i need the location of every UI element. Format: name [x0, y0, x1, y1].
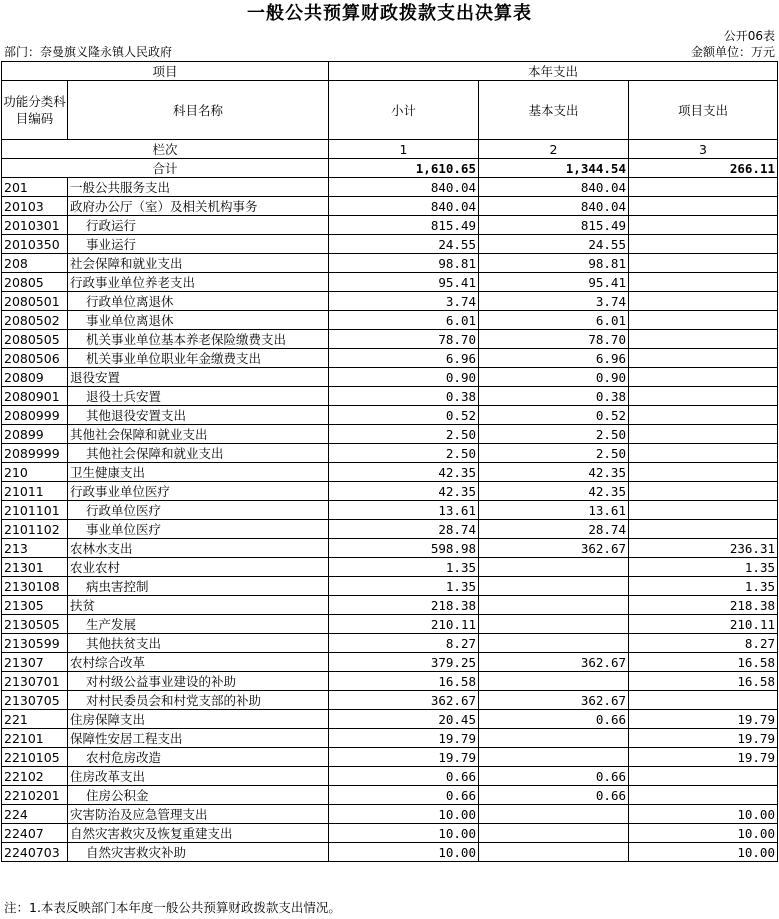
- project-cell: [629, 425, 778, 444]
- subtotal-cell: 10.00: [329, 805, 479, 824]
- code-cell: 2080501: [2, 292, 68, 311]
- project-cell: 1.35: [629, 577, 778, 596]
- name-cell: 事业运行: [68, 235, 329, 254]
- table-row: [2, 539, 778, 558]
- code-cell: 2010350: [2, 235, 68, 254]
- subtotal-cell: 0.38: [329, 387, 479, 406]
- basic-cell: [479, 634, 629, 653]
- code-cell: 21305: [2, 596, 68, 615]
- header-current-year: 本年支出: [329, 62, 778, 81]
- col-number-2: 2: [479, 140, 629, 159]
- name-cell: 灾害防治及应急管理支出: [68, 805, 329, 824]
- project-cell: [629, 349, 778, 368]
- subtotal-cell: 19.79: [329, 748, 479, 767]
- code-cell: 2010301: [2, 216, 68, 235]
- name-cell: 机关事业单位基本养老保险缴费支出: [68, 330, 329, 349]
- subtotal-cell: 218.38: [329, 596, 479, 615]
- table-row: [2, 349, 778, 368]
- code-cell: 201: [2, 178, 68, 197]
- code-cell: 2130599: [2, 634, 68, 653]
- subtotal-cell: 362.67: [329, 691, 479, 710]
- project-cell: 16.58: [629, 672, 778, 691]
- name-cell: 政府办公厅（室）及相关机构事务: [68, 197, 329, 216]
- basic-cell: [479, 558, 629, 577]
- project-cell: [629, 273, 778, 292]
- unit-label: 金额单位：万元: [690, 45, 775, 59]
- name-cell: 其他扶贫支出: [68, 634, 329, 653]
- name-cell: 自然灾害救灾补助: [68, 843, 329, 862]
- table-code: 公开06表: [723, 29, 775, 43]
- table-row: [2, 558, 778, 577]
- basic-cell: [479, 748, 629, 767]
- project-cell: [629, 482, 778, 501]
- footnote: 注：1.本表反映部门本年度一般公共预算财政拨款支出情况。: [4, 900, 341, 915]
- name-cell: 保障性安居工程支出: [68, 729, 329, 748]
- total-label: 合计: [2, 159, 329, 178]
- name-cell: 其他社会保障和就业支出: [68, 425, 329, 444]
- basic-cell: 2.50: [479, 444, 629, 463]
- code-cell: 2210201: [2, 786, 68, 805]
- table-row: [2, 368, 778, 387]
- basic-cell: [479, 615, 629, 634]
- name-cell: 行政运行: [68, 216, 329, 235]
- code-cell: 221: [2, 710, 68, 729]
- basic-cell: [479, 729, 629, 748]
- header-subject-name: 科目名称: [68, 81, 329, 140]
- name-cell: 社会保障和就业支出: [68, 254, 329, 273]
- table-row: [2, 843, 778, 862]
- project-cell: 1.35: [629, 558, 778, 577]
- project-cell: [629, 767, 778, 786]
- expenditure-table: [1, 61, 778, 862]
- table-row: [2, 577, 778, 596]
- name-cell: 退役士兵安置: [68, 387, 329, 406]
- basic-cell: 24.55: [479, 235, 629, 254]
- table-row: [2, 197, 778, 216]
- code-cell: 20899: [2, 425, 68, 444]
- name-cell: 行政事业单位医疗: [68, 482, 329, 501]
- name-cell: 行政事业单位养老支出: [68, 273, 329, 292]
- code-cell: 208: [2, 254, 68, 273]
- project-cell: 19.79: [629, 710, 778, 729]
- project-cell: 19.79: [629, 729, 778, 748]
- project-cell: 19.79: [629, 748, 778, 767]
- project-cell: 236.31: [629, 539, 778, 558]
- basic-cell: 0.66: [479, 767, 629, 786]
- subtotal-cell: 42.35: [329, 463, 479, 482]
- table-row: [2, 748, 778, 767]
- basic-cell: 362.67: [479, 653, 629, 672]
- project-cell: [629, 178, 778, 197]
- project-cell: [629, 368, 778, 387]
- code-cell: 2130108: [2, 577, 68, 596]
- code-cell: 2130701: [2, 672, 68, 691]
- table-row: [2, 729, 778, 748]
- table-row: [2, 292, 778, 311]
- project-cell: 10.00: [629, 843, 778, 862]
- basic-cell: 0.38: [479, 387, 629, 406]
- name-cell: 住房保障支出: [68, 710, 329, 729]
- code-cell: 20805: [2, 273, 68, 292]
- code-cell: 2210105: [2, 748, 68, 767]
- basic-cell: 2.50: [479, 425, 629, 444]
- project-cell: [629, 444, 778, 463]
- page-title: 一般公共预算财政拨款支出决算表: [247, 3, 532, 24]
- basic-cell: 3.74: [479, 292, 629, 311]
- name-cell: 卫生健康支出: [68, 463, 329, 482]
- project-cell: [629, 254, 778, 273]
- subtotal-cell: 16.58: [329, 672, 479, 691]
- basic-cell: 42.35: [479, 463, 629, 482]
- code-cell: 21301: [2, 558, 68, 577]
- subtotal-cell: 42.35: [329, 482, 479, 501]
- subtotal-cell: 0.66: [329, 786, 479, 805]
- table-row: [2, 482, 778, 501]
- name-cell: 生产发展: [68, 615, 329, 634]
- project-cell: 218.38: [629, 596, 778, 615]
- code-cell: 20809: [2, 368, 68, 387]
- code-cell: 213: [2, 539, 68, 558]
- table-row: [2, 425, 778, 444]
- code-cell: 22102: [2, 767, 68, 786]
- table-row: [2, 824, 778, 843]
- project-cell: [629, 406, 778, 425]
- header-project: 项目支出: [629, 81, 778, 140]
- project-cell: [629, 292, 778, 311]
- project-cell: 10.00: [629, 805, 778, 824]
- table-row: [2, 387, 778, 406]
- name-cell: 其他退役安置支出: [68, 406, 329, 425]
- project-cell: 8.27: [629, 634, 778, 653]
- subtotal-cell: 2.50: [329, 444, 479, 463]
- name-cell: 农村综合改革: [68, 653, 329, 672]
- subtotal-cell: 840.04: [329, 197, 479, 216]
- header-row-2: [2, 81, 778, 140]
- name-cell: 农林水支出: [68, 539, 329, 558]
- project-cell: 210.11: [629, 615, 778, 634]
- table-row: [2, 615, 778, 634]
- name-cell: 自然灾害救灾及恢复重建支出: [68, 824, 329, 843]
- project-cell: [629, 330, 778, 349]
- subtotal-cell: 2.50: [329, 425, 479, 444]
- project-cell: [629, 311, 778, 330]
- subtotal-cell: 0.52: [329, 406, 479, 425]
- basic-cell: [479, 672, 629, 691]
- subtotal-cell: 3.74: [329, 292, 479, 311]
- subtotal-cell: 815.49: [329, 216, 479, 235]
- subtotal-cell: 1.35: [329, 558, 479, 577]
- subtotal-cell: 28.74: [329, 520, 479, 539]
- total-row: [2, 159, 778, 178]
- header-basic: 基本支出: [479, 81, 629, 140]
- basic-cell: 98.81: [479, 254, 629, 273]
- subtotal-cell: 98.81: [329, 254, 479, 273]
- col-number-3: 3: [629, 140, 778, 159]
- table-row: [2, 235, 778, 254]
- table-row: [2, 406, 778, 425]
- code-cell: 22407: [2, 824, 68, 843]
- name-cell: 病虫害控制: [68, 577, 329, 596]
- basic-cell: 28.74: [479, 520, 629, 539]
- basic-cell: 6.01: [479, 311, 629, 330]
- name-cell: 对村级公益事业建设的补助: [68, 672, 329, 691]
- name-cell: 其他社会保障和就业支出: [68, 444, 329, 463]
- name-cell: 对村民委员会和村党支部的补助: [68, 691, 329, 710]
- subtotal-cell: 6.96: [329, 349, 479, 368]
- subtotal-cell: 379.25: [329, 653, 479, 672]
- name-cell: 一般公共服务支出: [68, 178, 329, 197]
- table-row: [2, 463, 778, 482]
- header-func-code: 功能分类科目编码: [2, 81, 68, 140]
- basic-cell: [479, 596, 629, 615]
- table-row: [2, 254, 778, 273]
- basic-cell: [479, 824, 629, 843]
- code-cell: 210: [2, 463, 68, 482]
- basic-cell: 0.66: [479, 710, 629, 729]
- code-cell: 224: [2, 805, 68, 824]
- table-row: [2, 501, 778, 520]
- table-row: [2, 672, 778, 691]
- project-cell: 10.00: [629, 824, 778, 843]
- code-cell: 2240703: [2, 843, 68, 862]
- basic-cell: [479, 843, 629, 862]
- code-cell: 2080901: [2, 387, 68, 406]
- table-row: [2, 330, 778, 349]
- subtotal-cell: 10.00: [329, 843, 479, 862]
- project-cell: [629, 463, 778, 482]
- project-cell: [629, 387, 778, 406]
- total-subtotal: 1,610.65: [329, 159, 479, 178]
- subtotal-cell: 210.11: [329, 615, 479, 634]
- project-cell: [629, 216, 778, 235]
- table-body: [2, 62, 778, 862]
- name-cell: 住房公积金: [68, 786, 329, 805]
- basic-cell: 840.04: [479, 178, 629, 197]
- subtotal-cell: 840.04: [329, 178, 479, 197]
- code-cell: 2080502: [2, 311, 68, 330]
- basic-cell: 78.70: [479, 330, 629, 349]
- basic-cell: 0.66: [479, 786, 629, 805]
- code-cell: 2101102: [2, 520, 68, 539]
- subtotal-cell: 8.27: [329, 634, 479, 653]
- basic-cell: 362.67: [479, 539, 629, 558]
- subtotal-cell: 20.45: [329, 710, 479, 729]
- code-cell: 2080505: [2, 330, 68, 349]
- project-cell: 16.58: [629, 653, 778, 672]
- basic-cell: [479, 805, 629, 824]
- code-cell: 22101: [2, 729, 68, 748]
- name-cell: 农业农村: [68, 558, 329, 577]
- basic-cell: [479, 577, 629, 596]
- department-label: 部门：奈曼旗义隆永镇人民政府: [4, 45, 173, 59]
- basic-cell: 13.61: [479, 501, 629, 520]
- basic-cell: 95.41: [479, 273, 629, 292]
- subtotal-cell: 6.01: [329, 311, 479, 330]
- table-row: [2, 596, 778, 615]
- code-cell: 21307: [2, 653, 68, 672]
- name-cell: 行政单位医疗: [68, 501, 329, 520]
- name-cell: 农村危房改造: [68, 748, 329, 767]
- table-row: [2, 691, 778, 710]
- subtotal-cell: 24.55: [329, 235, 479, 254]
- table-row: [2, 178, 778, 197]
- column-row-label: 栏次: [2, 140, 329, 159]
- project-cell: [629, 501, 778, 520]
- table-row: [2, 520, 778, 539]
- table-row: [2, 767, 778, 786]
- total-basic: 1,344.54: [479, 159, 629, 178]
- table-row: [2, 805, 778, 824]
- code-cell: 2080506: [2, 349, 68, 368]
- code-cell: 20103: [2, 197, 68, 216]
- table-row: [2, 311, 778, 330]
- basic-cell: 0.52: [479, 406, 629, 425]
- project-cell: [629, 197, 778, 216]
- table-row: [2, 216, 778, 235]
- subtotal-cell: 0.90: [329, 368, 479, 387]
- name-cell: 住房改革支出: [68, 767, 329, 786]
- subtotal-cell: 13.61: [329, 501, 479, 520]
- table-row: [2, 710, 778, 729]
- subtotal-cell: 10.00: [329, 824, 479, 843]
- code-cell: 2089999: [2, 444, 68, 463]
- name-cell: 行政单位离退休: [68, 292, 329, 311]
- table-row: [2, 634, 778, 653]
- basic-cell: 42.35: [479, 482, 629, 501]
- column-number-row: [2, 140, 778, 159]
- project-cell: [629, 786, 778, 805]
- table-row: [2, 786, 778, 805]
- name-cell: 机关事业单位职业年金缴费支出: [68, 349, 329, 368]
- name-cell: 事业单位医疗: [68, 520, 329, 539]
- subtotal-cell: 598.98: [329, 539, 479, 558]
- table-row: [2, 444, 778, 463]
- table-row: [2, 653, 778, 672]
- code-cell: 2080999: [2, 406, 68, 425]
- basic-cell: 362.67: [479, 691, 629, 710]
- subtotal-cell: 95.41: [329, 273, 479, 292]
- project-cell: [629, 520, 778, 539]
- basic-cell: 6.96: [479, 349, 629, 368]
- header-row-1: [2, 62, 778, 81]
- table-row: [2, 273, 778, 292]
- total-project: 266.11: [629, 159, 778, 178]
- name-cell: 退役安置: [68, 368, 329, 387]
- name-cell: 扶贫: [68, 596, 329, 615]
- subtotal-cell: 1.35: [329, 577, 479, 596]
- header-item: 项目: [2, 62, 329, 81]
- code-cell: 2130705: [2, 691, 68, 710]
- col-number-1: 1: [329, 140, 479, 159]
- header-subtotal: 小计: [329, 81, 479, 140]
- code-cell: 2130505: [2, 615, 68, 634]
- basic-cell: 840.04: [479, 197, 629, 216]
- subtotal-cell: 19.79: [329, 729, 479, 748]
- project-cell: [629, 235, 778, 254]
- code-cell: 2101101: [2, 501, 68, 520]
- code-cell: 21011: [2, 482, 68, 501]
- subtotal-cell: 78.70: [329, 330, 479, 349]
- basic-cell: 0.90: [479, 368, 629, 387]
- name-cell: 事业单位离退休: [68, 311, 329, 330]
- subtotal-cell: 0.66: [329, 767, 479, 786]
- project-cell: [629, 691, 778, 710]
- basic-cell: 815.49: [479, 216, 629, 235]
